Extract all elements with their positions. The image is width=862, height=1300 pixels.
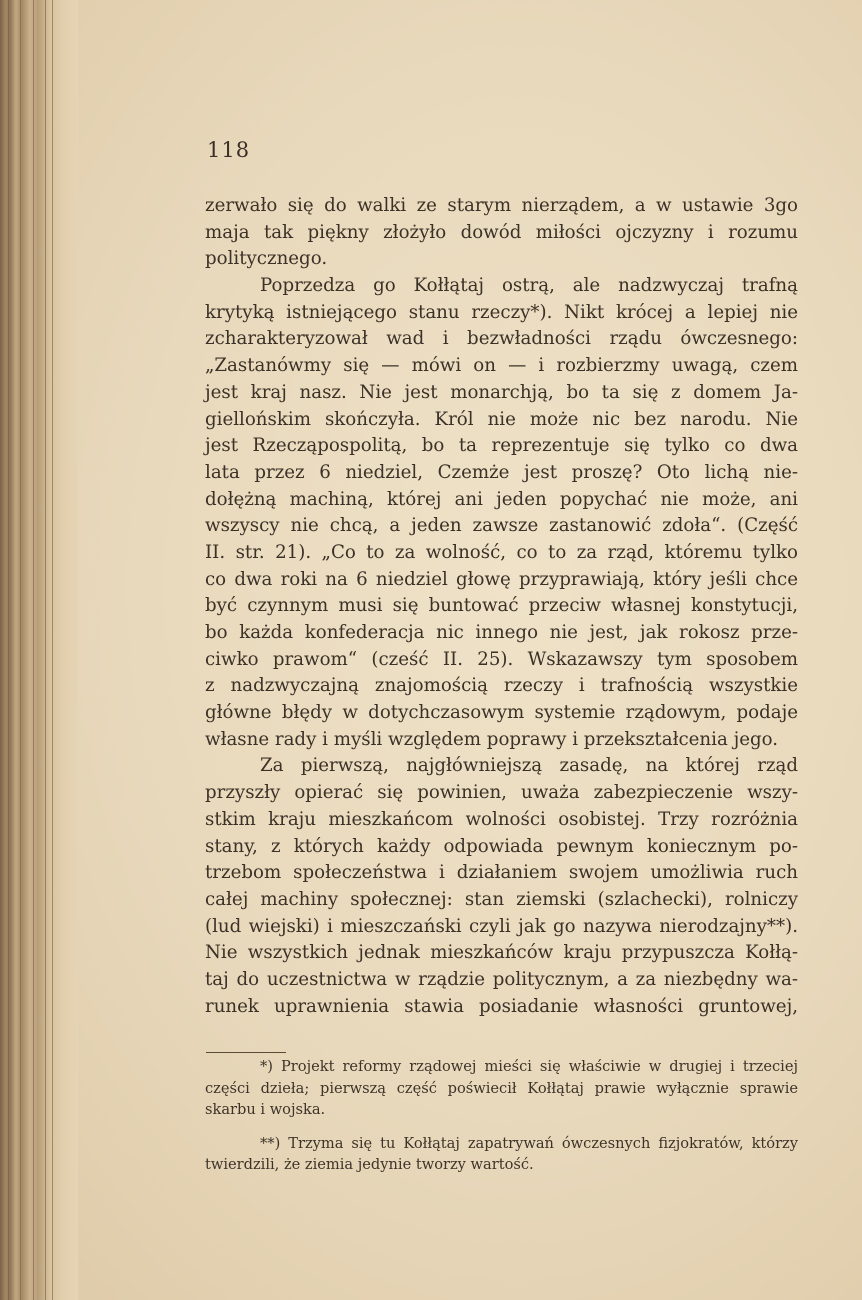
page-number: 118 <box>207 138 251 162</box>
text-line: stkim kraju mieszkańcom wolności osobistej. Trzy rozróżnia <box>205 808 798 830</box>
binding-line <box>20 0 21 1300</box>
text-line: II. str. 21). „Co to za wolność, co to za rząd, któremu tylko <box>205 541 798 563</box>
footnote-line: twierdzili, że ziemia jedynie tworzy wartość. <box>205 1156 534 1173</box>
binding-line <box>45 0 46 1300</box>
text-line: giellońskim skończyła. Król nie może nic bez narodu. Nie <box>205 408 798 430</box>
text-line: Za pierwszą, najgłówniejszą zasadę, na której rząd <box>260 755 798 777</box>
footnotes <box>205 1056 798 1176</box>
text-line: dołężną machiną, której ani jeden popychać nie może, ani <box>205 488 798 510</box>
text-line: runek uprawnienia stawia posiadanie własności gruntowej, <box>205 995 798 1017</box>
text-line: jest Rzecząpospolitą, bo ta reprezentuje się tylko co dwa <box>205 435 798 457</box>
text-line: lata przez 6 niedziel, Czemże jest proszę? Oto lichą nie- <box>205 461 798 483</box>
binding-line <box>33 0 34 1300</box>
text-line: przyszły opierać się powinien, uważa zabezpieczenie wszy- <box>205 782 798 804</box>
text-line: całej machiny społecznej: stan ziemski (szlachecki), rolniczy <box>205 888 798 910</box>
text-line: główne błędy w dotychczasowym systemie rządowym, podaje <box>205 702 798 724</box>
text-line: trzebom społeczeństwa i działaniem swojem umożliwia ruch <box>205 862 798 884</box>
text-line: co dwa roki na 6 niedziel głowę przyprawiają, który jeśli chce <box>205 568 798 590</box>
text-line: bo każda konfederacja nic innego nie jest, jak rokosz prze- <box>205 622 798 643</box>
footnote-gap <box>205 1121 798 1133</box>
text-line: „Zastanówmy się — mówi on — i rozbierzmy uwagą, czem <box>205 355 798 377</box>
text-line: własne rady i myśli względem poprawy i przekształcenia jego. <box>205 728 779 750</box>
text-line: być czynnym musi się buntować przeciw własnej konstytucji, <box>205 595 798 617</box>
text-line: taj do uczestnictwa w rządzie politycznym, a za niezbędny wa- <box>205 968 798 990</box>
text-line: Poprzedza go Kołłątaj ostrą, ale nadzwyczaj trafną <box>260 275 798 297</box>
text-line: zcharakteryzował wad i bezwładności rządu ówczesnego: <box>205 328 798 350</box>
footnote-line: *) Projekt reformy rządowej mieści się właściwie w drugiej i trzeciej <box>260 1058 798 1075</box>
footnote-line: części dzieła; pierwszą część poświecił Kołłątaj prawie wyłącznie sprawie <box>205 1079 798 1097</box>
binding-line <box>52 0 53 1300</box>
text-line: politycznego. <box>205 248 328 270</box>
text-line: z nadzwyczajną znajomością rzeczy i trafnością wszystkie <box>205 675 798 697</box>
binding-line <box>8 0 9 1300</box>
text-line: wszyscy nie chcą, a jeden zawsze zastanowić zdoła“. (Część <box>205 515 798 537</box>
text-line: ciwko prawom“ (cześć II. 25). Wskazawszy tym sposobem <box>205 648 798 670</box>
text-line: maja tak piękny złożyło dowód miłości ojczyzny i rozumu <box>205 221 798 243</box>
book-binding-edge <box>0 0 78 1300</box>
text-line: krytyką istniejącego stanu rzeczy*). Nikt krócej a lepiej nie <box>205 301 798 323</box>
text-line: (lud wiejski) i mieszczański czyli jak go nazywa nierodzajny**). <box>205 915 798 937</box>
footnote-line: skarbu i wojska. <box>205 1101 326 1118</box>
text-line: stany, z których każdy odpowiada pewnym koniecznym po- <box>205 835 798 857</box>
footnote-line: **) Trzyma się tu Kołłątaj zapatrywań ówczesnych fizjokratów, którzy <box>260 1134 798 1152</box>
text-line: zerwało się do walki ze starym nierządem, a w ustawie 3go <box>205 195 798 216</box>
body-text <box>205 193 798 1020</box>
text-line: Nie wszystkich jednak mieszkańców kraju przypuszcza Kołłą- <box>205 942 798 964</box>
text-line: jest kraj nasz. Nie jest monarchją, bo ta się z domem Ja- <box>205 381 798 403</box>
footnote-separator <box>206 1052 286 1053</box>
